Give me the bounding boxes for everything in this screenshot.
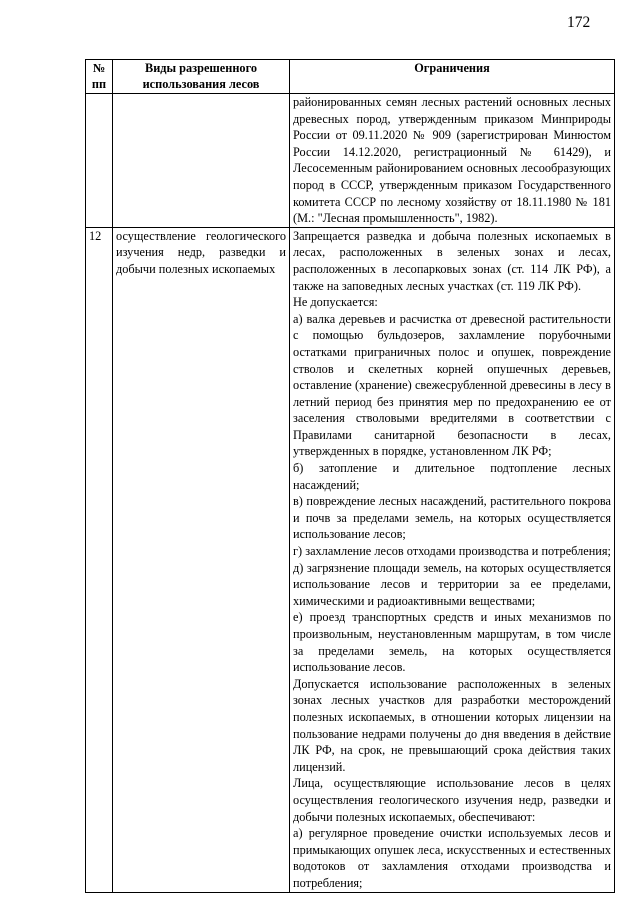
limits-paragraph-5: в) повреждение лесных насаждений, растительного покрова и почв за пределами земель, на которых осуществляется использование лесов; [293,494,611,542]
header-limits: Ограничения [290,60,615,94]
limits-paragraph-4: б) затопление и длительное подтопление лесных насаждений; [293,461,611,492]
header-kind-line1: Виды разрешенного [145,61,257,75]
limits-paragraph-1: Запрещается разведка и добыча полезных ископаемых в лесах, расположенных в зеленых зонах и лесах, расположенных в лесопарковых зонах (ст. 114 ЛК РФ), а также на заповедных лесных участках (ст. 119 ЛК РФ). [293,228,611,293]
limits-paragraph-8: е) проезд транспортных средств и иных механизмов по произвольным, неустановленным маршрутам, в том числе за пределами земель, на которых осуществляется использование лесов. [293,610,611,675]
limits-paragraph-3: а) валка деревьев и расчистка от древесной растительности с помощью бульдозеров, захламление порубочными остатками приграничных полос и опушек, повреждение стволов и скелетных корней опушечных деревьев, оставление (хранение) свежесрубленной древесины в лесу в летний период без принятия мер по предохранению ее от заселения стволовыми вредителями в соответствии с Правилами санитарной безопасности в лесах, утвержденных в порядке, установленном ЛК РФ; [293,311,611,459]
table-row-continuation [86,94,615,228]
header-kind-line2: использования лесов [142,77,260,91]
cell-kind: осуществление геологического изучения недр, разведки и добычи полезных ископаемых [113,227,290,892]
limits-paragraph-10: Лица, осуществляющие использование лесов в целях осуществления геологического изучения недр, разведки и добычи полезных ископаемых, обеспечивают: [293,776,611,824]
limits-paragraph-11: а) регулярное проведение очистки используемых лесов и примыкающих опушек леса, искусственных и естественных водотоков от захламления отходами производства и потребления; [293,826,611,890]
table-row-12 [86,227,615,892]
restrictions-table [85,59,615,893]
cell-kind-empty [113,94,290,228]
limits-continuation-text: районированных семян лесных растений основных лесных древесных пород, утвержденным приказом Минприроды России от 09.11.2020 № 909 (зарегистрирован Минюстом России 14.12.2020, регистрационный № 61429), и Лесосеменным районированием основных лесообразующих пород в СССР, утвержденным приказом Государственного комитета СССР по лесному хозяйству от 18.11.1980 № 181 (М.: "Лесная промышленность", 1982). [293,95,611,226]
header-number-line2: пп [91,77,107,91]
header-number-line1: № [92,61,106,75]
cell-limits-continuation [290,94,615,228]
limits-paragraph-7: д) загрязнение площади земель, на которых осуществляется использование лесов и территории за ее пределами, химическими и радиоактивными веществами; [293,560,611,608]
header-number [86,60,113,94]
cell-number-empty [86,94,113,228]
cell-number: 12 [86,227,113,892]
header-kind [113,60,290,94]
page-number: 172 [567,14,591,31]
limits-paragraph-9: Допускается использование расположенных в зеленых зонах лесных участков для разработки месторождений полезных ископаемых, в отношении которых лицензии на пользование недрами получены до дня введения в действие ЛК РФ, на срок, не превышающий срока действия таких лицензий. [293,676,611,774]
limits-paragraph-6: г) захламление лесов отходами производства и потребления; [293,544,611,559]
cell-limits [290,227,615,892]
limits-paragraph-2: Не допускается: [293,295,378,310]
table-header-row [86,60,615,94]
